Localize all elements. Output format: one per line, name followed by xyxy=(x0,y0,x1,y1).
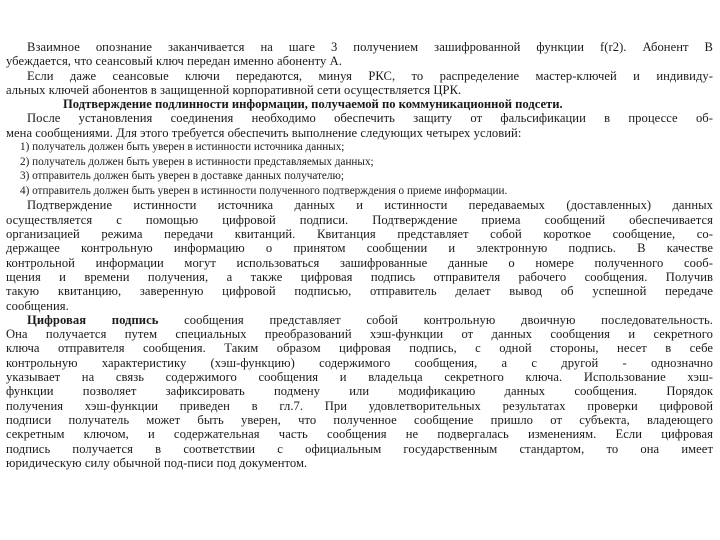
document-page xyxy=(6,40,713,470)
paragraph-mutual-authentication xyxy=(6,40,713,69)
section-heading: Подтверждение подлинности информации, получаемой по коммуникационной подсети. xyxy=(63,97,563,112)
text-line: альных ключей абонентов в защищенной корпоративной сети осуществляется ЦРК. xyxy=(6,82,462,97)
text-line: ключа отправителя сообщения. Таким образом цифровая подпись, с одной стороны, несет в себе xyxy=(6,341,713,356)
list-item: 2) получатель должен быть уверен в истинности представляемых данных; xyxy=(20,155,374,168)
text-line: подпись получается в соответствии с официальным государственным стандартом, то она имеет xyxy=(6,441,713,456)
text-line: секретным ключом, и содержательная часть сообщения не подвергалась изменениям. Если цифровая xyxy=(6,427,713,442)
text-line: контрольной информации могут использоваться зашифрованные данные о номере полученного сооб- xyxy=(6,255,713,270)
text-line: щения и времени получения, а также цифровая подпись отправителя рабочего сообщения. Получив xyxy=(6,269,713,284)
text-line: юридическую силу обычной под-писи под документом. xyxy=(6,455,308,470)
paragraph-key-distribution xyxy=(6,69,713,98)
text-line: После установления соединения необходимо обеспечить защиту от фальсификации в процессе об- xyxy=(27,111,713,126)
text-line: сообщения. xyxy=(6,298,69,313)
text-line: такую квитанцию, заверенную цифровой подписью, отправитель делает вывод об успешной передаче xyxy=(6,284,713,299)
text-line: Взаимное опознание заканчивается на шаге 3 получением зашифрованной функции f(r2). Абонент В xyxy=(27,40,713,54)
term-digital-signature: Цифровая подпись xyxy=(27,312,159,327)
text-line: держащее контрольную информацию о принятом сообщении и электронную подпись. В качестве xyxy=(6,241,713,256)
text-line: Подтверждение истинности источника данных и истинности передаваемых (доставленных) данных xyxy=(27,198,713,213)
conditions-list xyxy=(6,140,713,198)
paragraph-connection-protection xyxy=(6,111,713,140)
text-line: Если даже сеансовые ключи передаются, минуя РКС, то распределение мастер-ключей и индивиду- xyxy=(27,68,713,83)
list-item: 1) получатель должен быть уверен в истинности источника данных; xyxy=(20,141,345,154)
text-line: Она получается путем специальных преобразований хэш-функции от данных сообщения и секретного xyxy=(6,327,713,342)
paragraph-digital-signature xyxy=(6,313,713,470)
text-line xyxy=(6,313,713,327)
text-line: подписи получатель может быть уверен, что полученное сообщение пришло от субъекта, владеющего xyxy=(6,412,713,427)
text-line: указывает на связь содержимого сообщения и владельца секретного ключа. Использование хэш- xyxy=(6,370,713,385)
text-line: мена сообщениями. Для этого требуется обеспечить выполнение следующих четырех условий: xyxy=(6,125,522,140)
text-line: получения хэш-функции приведен в гл.7. При удовлетворительных результатах проверки цифровой xyxy=(6,398,713,413)
text-line: убеждается, что сеансовый ключ передан именно абоненту А. xyxy=(6,54,342,69)
text-line: осуществляется с помощью цифровой подписи. Подтверждение приема сообщений обеспечивается xyxy=(6,212,713,227)
list-item: 3) отправитель должен быть уверен в доставке данных получателю; xyxy=(20,170,344,183)
text-line: организацией режима передачи квитанций. Квитанция представляет собой короткое сообщение, со- xyxy=(6,227,713,242)
text-line: функции позволяет зафиксировать подмену или модификацию данных сообщения. Порядок xyxy=(6,384,713,399)
text-line: контрольную характеристику (хэш-функцию) содержимого сообщения, а с другой - однозначно xyxy=(6,355,713,370)
paragraph-receipts xyxy=(6,198,713,312)
list-item: 4) отправитель должен быть уверен в истинности полученного подтверждения о приеме информации. xyxy=(20,184,508,197)
text-fragment: сообщения представляет собой контрольную двоичную последовательность. xyxy=(158,312,713,327)
